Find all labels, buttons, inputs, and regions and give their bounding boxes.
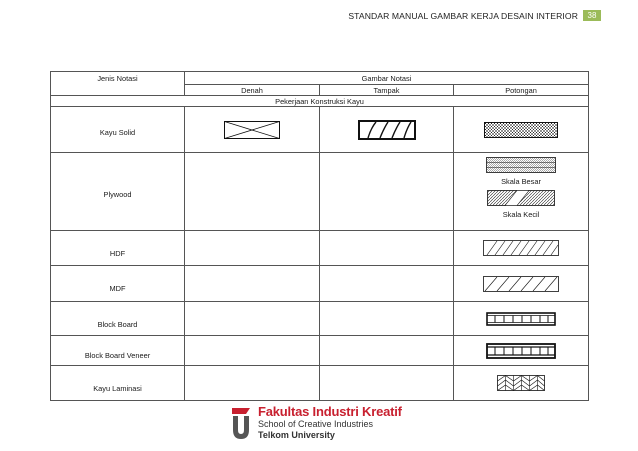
plywood-large-scale-symbol — [486, 157, 556, 173]
faculty-logo — [230, 404, 430, 442]
row-label: MDF — [109, 284, 126, 293]
plywood-small-caption: Skala Kecil — [502, 210, 540, 219]
section-row — [51, 96, 589, 107]
mdf-section-symbol — [483, 276, 559, 292]
hdf-section-symbol — [483, 240, 559, 256]
school-name: School of Creative Industries — [258, 419, 374, 429]
block-board-veneer-section-symbol — [486, 343, 556, 359]
row-label: HDF — [109, 248, 126, 258]
table-row — [51, 107, 589, 153]
row-label: Block Board — [97, 319, 138, 329]
table-row — [51, 231, 589, 266]
row-label: Kayu Laminasi — [93, 383, 142, 393]
telkom-university-logo-icon — [230, 406, 252, 440]
header-gambar-notasi: Gambar Notasi — [185, 72, 589, 85]
table-row — [51, 336, 589, 366]
table-header-row — [51, 72, 589, 85]
table-row — [51, 366, 589, 401]
table-row — [51, 302, 589, 336]
plywood-small-scale-symbol — [487, 190, 555, 206]
solid-wood-section-symbol — [484, 122, 558, 138]
solid-wood-plan-symbol — [224, 121, 280, 139]
row-label: Plywood — [103, 190, 132, 199]
block-board-section-symbol — [486, 312, 556, 326]
document-title: STANDAR MANUAL GAMBAR KERJA DESAIN INTERIOR — [348, 11, 578, 21]
laminated-wood-section-symbol — [497, 375, 545, 391]
row-label: Block Board Veneer — [84, 350, 151, 360]
page-number-badge: 38 — [583, 10, 601, 21]
header-tampak: Tampak — [320, 85, 454, 96]
row-label: Kayu Solid — [99, 128, 136, 137]
header-denah: Denah — [185, 85, 320, 96]
notation-table — [50, 71, 589, 401]
solid-wood-elevation-symbol — [358, 120, 416, 140]
faculty-name: Fakultas Industri Kreatif — [258, 404, 402, 419]
page-header — [0, 0, 638, 32]
table-row — [51, 153, 589, 231]
plywood-large-caption: Skala Besar — [501, 177, 541, 186]
table-row — [51, 266, 589, 302]
header-jenis-notasi: Jenis Notasi — [51, 72, 185, 96]
header-potongan: Potongan — [454, 85, 589, 96]
university-name: Telkom University — [258, 430, 335, 440]
section-title: Pekerjaan Konstruksi Kayu — [51, 96, 589, 107]
